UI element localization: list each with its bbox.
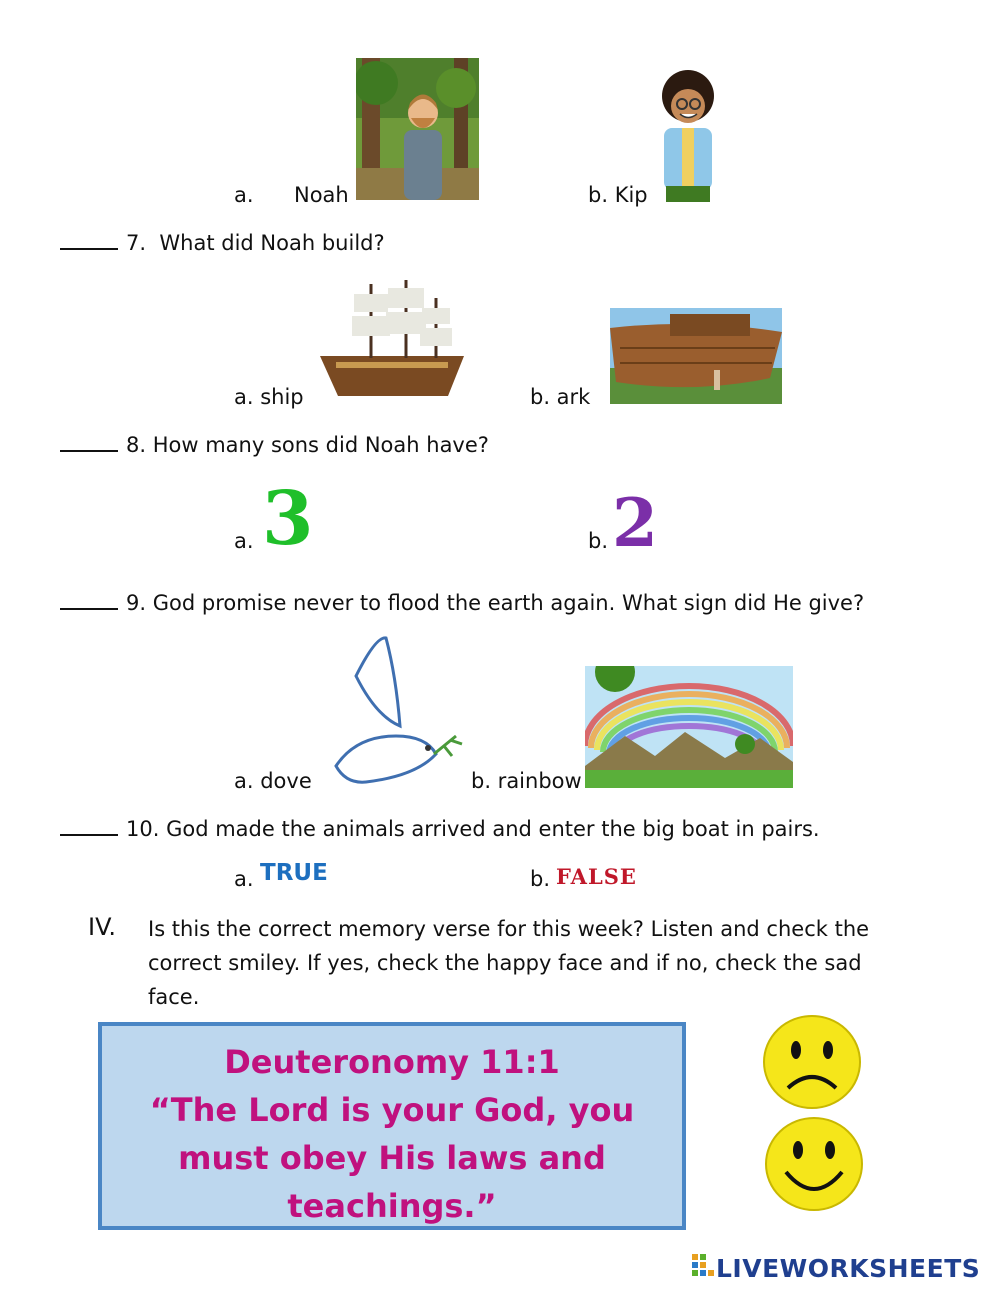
q8-option-a-value: 3 (262, 476, 314, 562)
sad-face-icon[interactable] (762, 1014, 862, 1114)
q10-answer-blank[interactable] (60, 830, 118, 836)
kip-picture (652, 68, 724, 202)
q10-option-a-letter: a. (234, 867, 254, 891)
q8-option-a-letter: a. (234, 529, 254, 553)
section-instructions-line1: Is this the correct memory verse for this week? Listen and check the (148, 917, 870, 941)
happy-face-icon[interactable] (764, 1116, 864, 1216)
q10-option-a-value: TRUE (260, 860, 328, 886)
q8-option-b-value: 2 (612, 484, 658, 562)
section-numeral: IV. (88, 913, 117, 941)
q8-question: 8. How many sons did Noah have? (60, 432, 489, 458)
q8-answer-blank[interactable] (60, 446, 118, 452)
liveworksheets-logo-text: LIVEWORKSHEETS (716, 1254, 981, 1283)
section-instructions-line2: correct smiley. If yes, check the happy face and if no, check the sad (148, 951, 862, 975)
q7-option-a-label: a. ship (234, 385, 304, 409)
ark-picture (610, 308, 782, 404)
q8-option-b-letter: b. (588, 529, 609, 553)
q7-option-b-label: b. ark (530, 385, 591, 409)
memory-verse-box (98, 1022, 686, 1230)
q7-question: 7. What did Noah build? (60, 230, 385, 256)
q7-answer-blank[interactable] (60, 244, 118, 250)
noah-picture (356, 58, 479, 200)
verse-reference: Deuteronomy 11:1 (224, 1043, 560, 1081)
q10-option-b-value: FALSE (556, 864, 637, 889)
q9-option-a-label: a. dove (234, 769, 312, 793)
liveworksheets-logo-icon (692, 1254, 714, 1280)
verse-text-line1: “The Lord is your God, you (149, 1091, 635, 1129)
verse-text-line3: teachings.” (287, 1187, 497, 1225)
q10-question: 10. God made the animals arrived and enter the big boat in pairs. (60, 816, 820, 842)
q10-option-b-letter: b. (530, 867, 551, 891)
q9-question: 9. God promise never to flood the earth again. What sign did He give? (60, 590, 864, 616)
verse-text-line2: must obey His laws and (178, 1139, 606, 1177)
dove-picture (316, 636, 466, 790)
rainbow-picture (585, 666, 793, 788)
q9-answer-blank[interactable] (60, 604, 118, 610)
q6-option-a-letter: a. (234, 183, 254, 207)
section-instructions-line3: face. (148, 985, 200, 1009)
q9-option-b-label: b. rainbow (471, 769, 582, 793)
q6-option-b-label: b. Kip (588, 183, 648, 207)
q6-option-a-label: Noah (294, 183, 349, 207)
ship-picture (316, 278, 468, 404)
